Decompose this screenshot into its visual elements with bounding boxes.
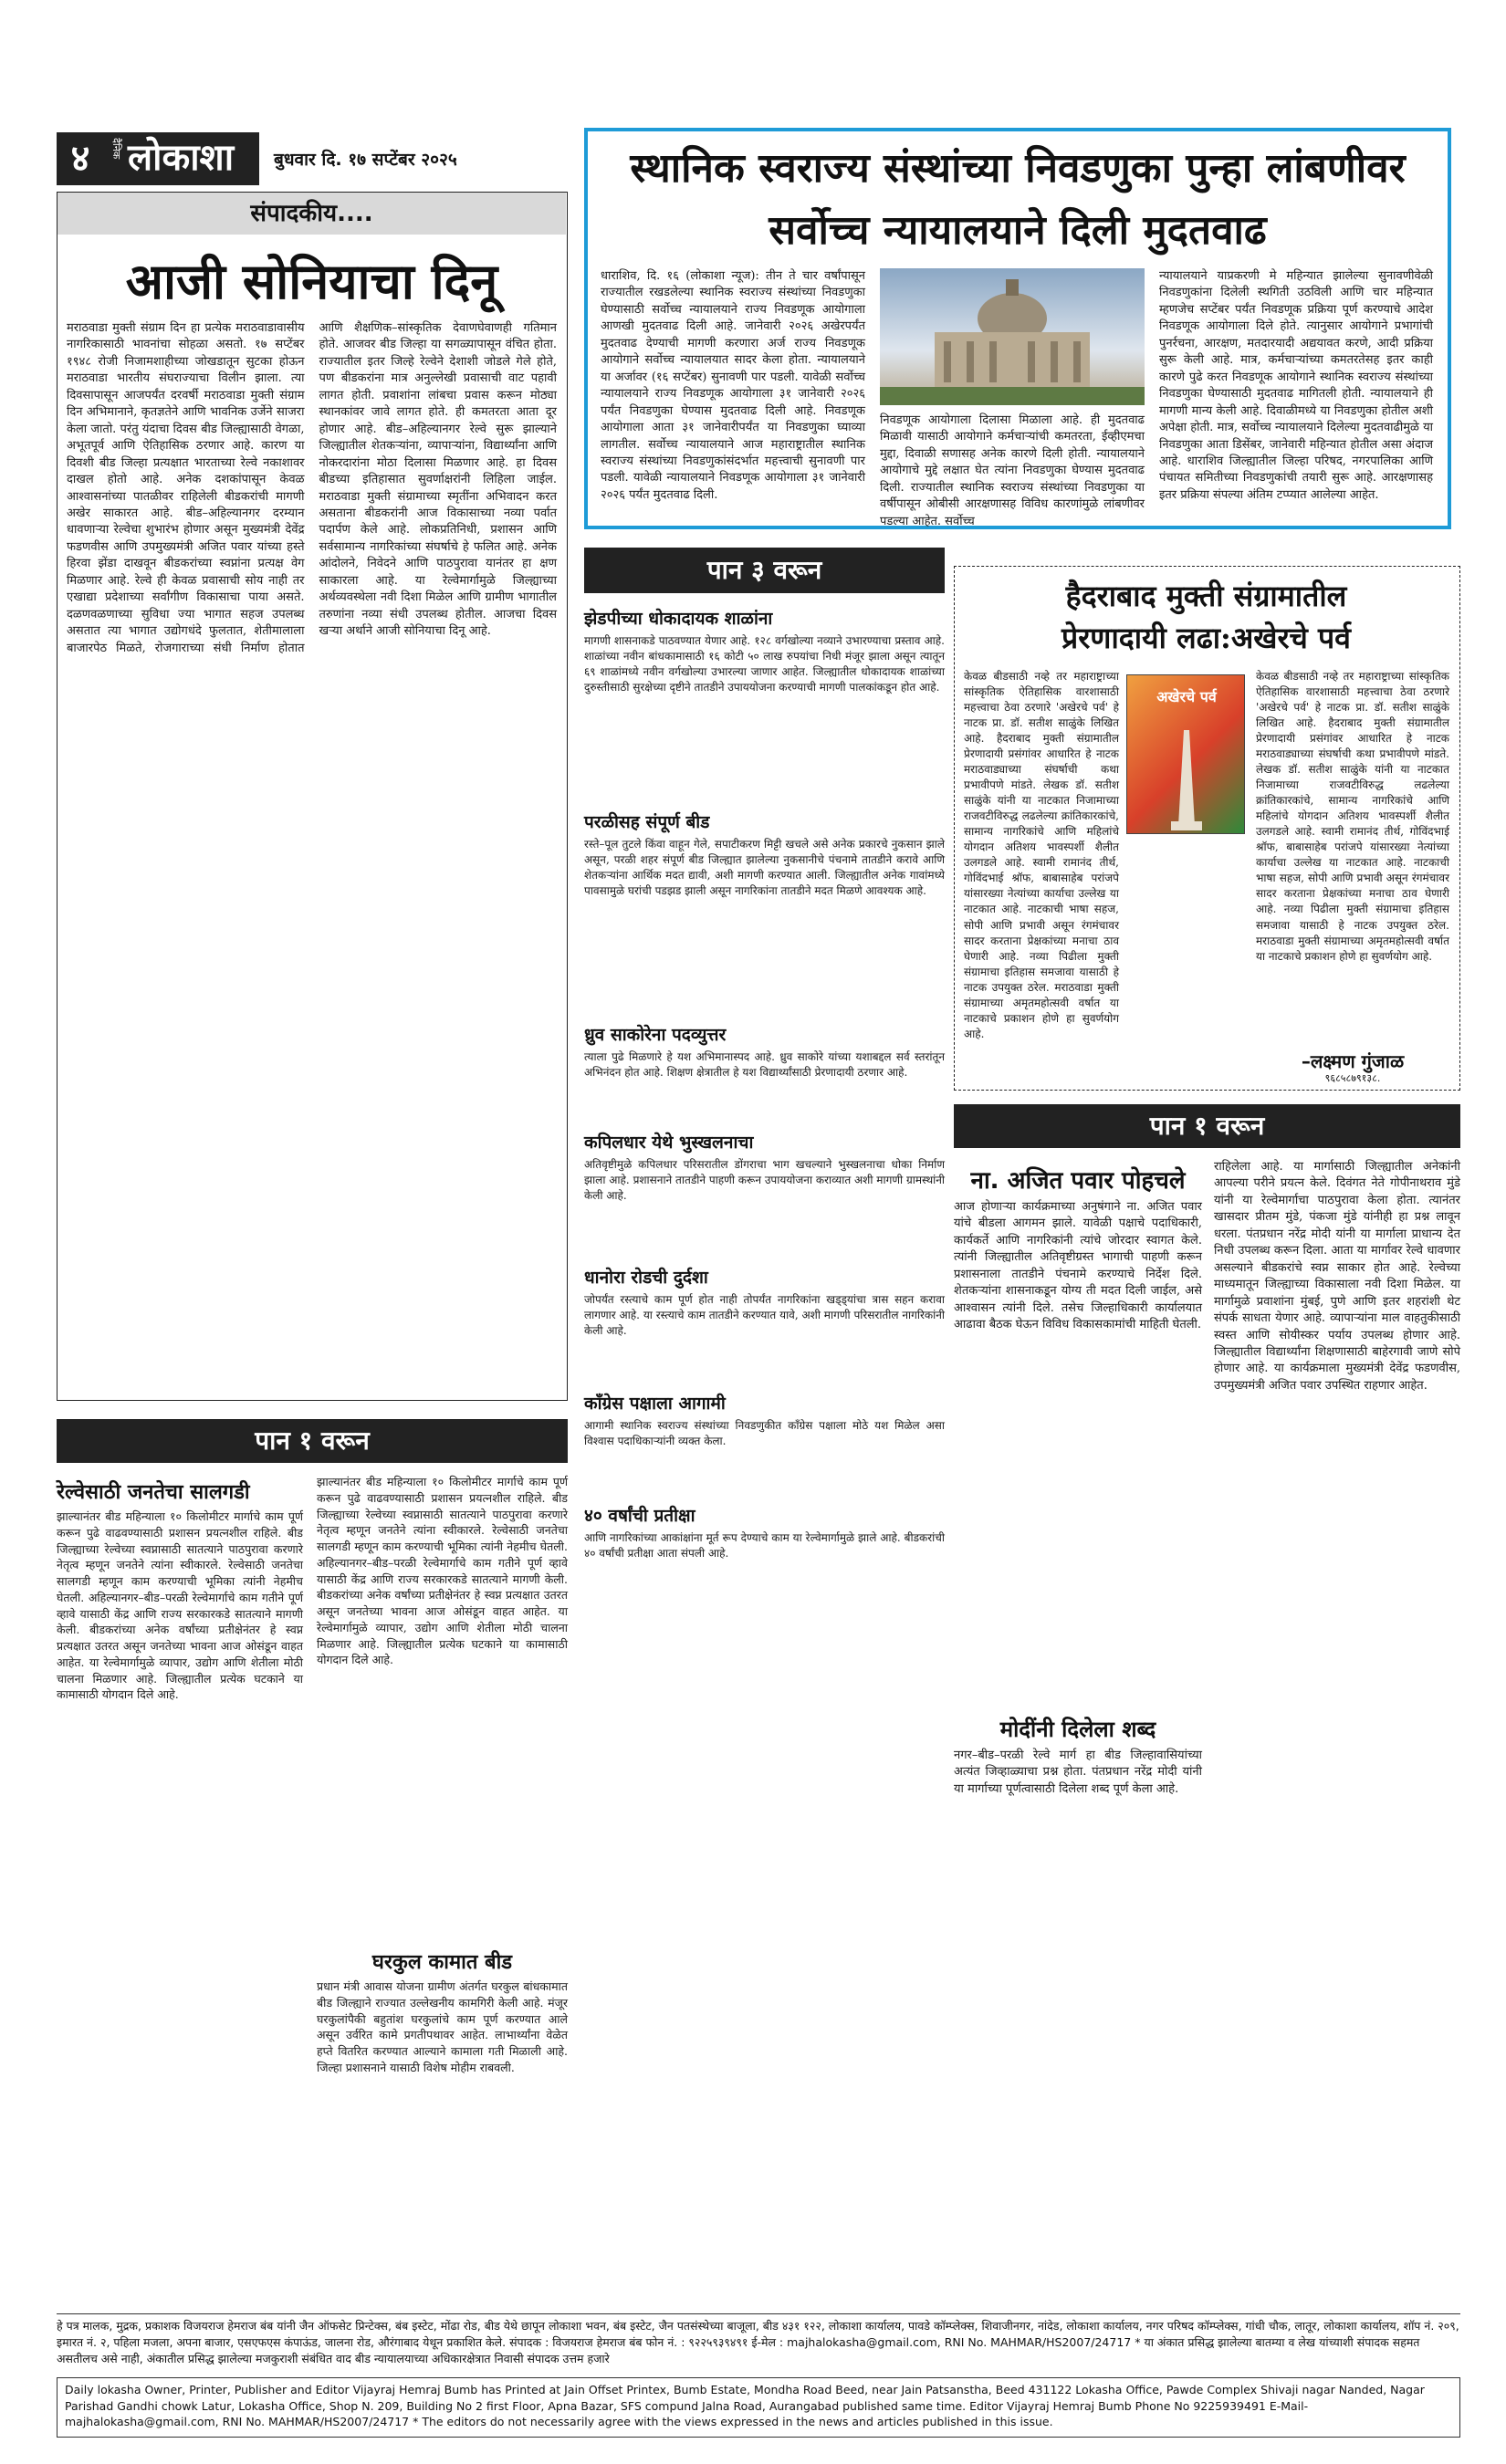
- supreme-court-photo: [880, 268, 1145, 405]
- story-body: अतिवृष्टीमुळे कपिलधार परिसरातील डोंगराचा भाग खचल्याने भुस्खलनाचा धोका निर्माण झाला आहे. प्रशासनाने तातडीने पाहणी करून उपाययोजना कराव्यात अशी मागणी ग्रामस्थांनी केली आहे.: [584, 1158, 945, 1203]
- page3-stories: [584, 602, 945, 1561]
- hyderabad-body-right: केवळ बीडसाठी नव्हे तर महाराष्ट्राच्या सांस्कृतिक ऐतिहासिक वारशासाठी महत्त्वाचा ठेवा ठरणारे 'अखेरचे पर्व' हे नाटक प्रा. डॉ. सतीश साळुंके लिखित आहे. हैदराबाद मुक्ती संग्रामातील प्रेरणादायी प्रसंगांवर आधारित हे नाटक मराठवाड्याच्या संघर्षाची कथा प्रभावीपणे मांडते. लेखक डॉ. सतीश साळुंके यांनी या नाटकात निजामाच्या राजवटीविरुद्ध लढलेल्या क्रांतिकारकांचे, सामान्य नागरिकांचे आणि महिलांचे योगदान अतिशय भावस्पर्शी शैलीत उलगडले आहे. स्वामी रामानंद तीर्थ, गोविंदभाई श्रॉफ, बाबासाहेब परांजपे यांसारख्या नेत्यांच्या कार्याचा उल्लेख या नाटकात आहे. नाटकाची भाषा सहज, सोपी आणि प्रभावी असून रंगमंचावर सादर करताना प्रेक्षकांच्या मनाचा ठाव घेणारी आहे. नव्या पिढीला मुक्ती संग्रामाचा इतिहास समजावा यासाठी हे नाटक उपयुक्त ठरेल. मराठवाडा मुक्ती संग्रामाच्या अमृतमहोत्सवी वर्षात या नाटकाचे प्रकाशन होणे हा सुवर्णयोग आहे.: [1256, 670, 1449, 963]
- hyderabad-feature: [954, 566, 1460, 1091]
- book-title: अखेरचे पर्व: [1156, 688, 1217, 705]
- story-title: घरकुल कामात बीड: [371, 1951, 513, 1974]
- editorial-box: [57, 192, 568, 1401]
- lead-body-right: न्यायालयाने याप्रकरणी मे महिन्यात झालेल्या सुनावणीवेळी निवडणुकांना दिलेली स्थगिती उठविली आणि चार महिन्यात म्हणजेच सप्टेंबर पर्यंत निवडणूक प्रक्रिया पूर्ण करण्याचे आदेश निवडणूक आयोगाला दिले होते. त्यानुसार आयोगाने प्रभागांची पुनर्रचना, आरक्षण, मतदारयादी अद्ययावत करणे, आदी प्रक्रिया सुरू केली आहे. मात्र, कर्मचाऱ्यांच्या कमतरतेसह इतर काही कारणे पुढे करत निवडणूक आयोगाने स्थानिक स्वराज्य संस्थांच्या निवडणुका घेण्यासाठी मुदतवाढ मागितली होती. न्यायालयाने ही मागणी मान्य केली आहे. दिवाळीमध्ये या निवडणुका होतील अशी अपेक्षा होती. मात्र, सर्वोच्च न्यायालयाने दिलेल्या मुदतवाढीमुळे या निवडणुका आता डिसेंबर, जानेवारी महिन्यात होतील असा अंदाज आहे. धाराशिव जिल्ह्यातील जिल्हा परिषद, नगरपालिका आणि पंचायत समितीच्या निवडणुकांची तयारी सुरू आहे. आरक्षणासह इतर प्रक्रिया संपल्या अंतिम टप्प्यात आलेल्या आहेत.: [1159, 269, 1433, 502]
- story-body: मागणी शासनाकडे पाठवण्यात येणार आहे. १२८ वर्गखोल्या नव्याने उभारण्याचा प्रस्ताव आहे. शाळांच्या नवीन बांधकामासाठी १६ कोटी ५० लाख रुपयांचा निधी मंजूर झाला असून त्यातून ६९ शाळांमध्ये नवीन वर्गखोल्या उभारल्या जाणार आहेत. जिल्ह्यातील धोकादायक शाळांच्या दुरुस्तीसाठी सुरक्षेच्या दृष्टीने तातडीने उपाययोजना करण्याची मागणी पालकांकडून होत आहे.: [584, 634, 945, 694]
- hyderabad-headline-1: हैदराबाद मुक्ती संग्रामातील: [1065, 579, 1347, 613]
- story-body: आगामी स्थानिक स्वराज्य संस्थांच्या निवडणुकीत काँग्रेस पक्षाला मोठे यश मिळेल असा विश्वास पदाधिकाऱ्यांनी व्यक्त केला.: [584, 1419, 945, 1448]
- page1-left-col2: [317, 1474, 568, 2295]
- lead-body-mid: निवडणूक आयोगाला दिलासा मिळाला आहे. ही मुदतवाढ मिळावी यासाठी आयोगाने कर्मचाऱ्यांची कमतरता, ईव्हीएमचा मुद्दा, दिवाळी सणासह अनेक कारणे दिली होती. न्यायालयाने आयोगाचे मुद्दे लक्षात घेत त्यांना निवडणुका घेण्यास मुदतवाढ दिली. राज्यातील स्थानिक स्वराज्य संस्थांच्या निवडणुका या वर्षीपासून ओबीसी आरक्षणासह विविध कारणांमुळे लांबणीवर पडल्या आहेत. सर्वोच्च: [880, 413, 1145, 528]
- monument-icon: [1127, 675, 1246, 835]
- masthead-name: लोकाशा: [128, 137, 235, 179]
- page1-right-col1: [954, 1159, 1202, 2108]
- story-body: प्रधान मंत्री आवास योजना ग्रामीण अंतर्गत घरकुल बांधकामात बीड जिल्ह्याने राज्यात उल्लेखनीय कामगिरी केली आहे. मंजूर घरकुलांपैकी बहुतांश घरकुलांचे काम पूर्ण करण्यात आले असून उर्वरित कामे प्रगतीपथावर आहेत. लाभार्थ्यांना वेळेत हप्ते वितरित करण्यात आल्याने कामाला गती मिळाली आहे. जिल्हा प्रशासनाने यासाठी विशेष मोहीम राबवली.: [317, 1979, 568, 2074]
- lead-body-left: धाराशिव, दि. १६ (लोकाशा न्यूज): तीन ते चार वर्षांपासून राज्यातील रखडलेल्या स्थानिक स्वराज्य संस्थांच्या निवडणुका घेण्यासाठी सर्वोच्च न्यायालयाने राज्य निवडणूक आयोगाला आणखी मुदतवाढ दिली आहे. जानेवारी २०२६ अखेरपर्यंत मुदतवाढ देण्याची मागणी करणारा अर्ज राज्य निवडणूक आयोगाने सर्वोच्च न्यायालयात सादर केला होता. न्यायालयाने या अर्जावर (१६ सप्टेंबर) सुनावणी पार पडली. यावेळी सर्वोच्च न्यायालयाने राज्य निवडणूक आयोगाला ३१ जानेवारी २०२६ पर्यंत निवडणुका घेण्यास मुदतवाढ दिली आहे. निवडणूक आयोगाला आता ३१ जानेवारीपर्यंत या निवडणुका घ्याव्या लागतील. सर्वोच्च न्यायालयाने आज महाराष्ट्रातील स्थानिक स्वराज्य संस्थांच्या निवडणुकांसंदर्भात महत्त्वाची सुनावणी पार पडली. यावेळी न्यायालयाने निवडणूक आयोगाला ३१ जानेवारी २०२६ पर्यंत मुदतवाढ दिली.: [601, 269, 865, 502]
- page1-left-label: पान १ वरून: [57, 1419, 568, 1463]
- editorial-section-label: संपादकीय....: [58, 193, 566, 235]
- story-body: आणि नागरिकांच्या आकांक्षांना मूर्त रूप देण्याचे काम या रेल्वेमार्गामुळे झाले आहे. बीडकरांची ४० वर्षांची प्रतीक्षा आता संपली आहे.: [584, 1531, 945, 1561]
- story-body: जोपर्यंत रस्त्याचे काम पूर्ण होत नाही तोपर्यंत नागरिकांना खड्ड्यांचा त्रास सहन करावा लागणार आहे. या रस्त्याचे काम तातडीने करण्यात यावे, अशी मागणी परिसरातील नागरिकांनी केली आहे.: [584, 1293, 945, 1338]
- story-title: कपिलधार येथे भुस्खलनाचा: [584, 1133, 754, 1153]
- story-title: मोदींनी दिलेला शब्द: [999, 1717, 1156, 1742]
- masthead: [57, 132, 577, 185]
- editorial-headline: आजी सोनियाचा दिनू: [125, 252, 498, 310]
- page3-continued: [584, 548, 945, 1561]
- story-title: धानोरा रोडची दुर्दशा: [584, 1268, 708, 1288]
- story-block: [584, 1503, 945, 1561]
- page3-label: पान ३ वरून: [584, 548, 945, 593]
- story-title: रेल्वेसाठी जनतेचा सालगडी: [57, 1481, 250, 1504]
- lead-story: [584, 128, 1451, 529]
- story-block: [584, 809, 945, 1015]
- page1-left: [57, 1419, 568, 2300]
- hyderabad-body-left: केवळ बीडसाठी नव्हे तर महाराष्ट्राच्या सांस्कृतिक ऐतिहासिक वारशासाठी महत्त्वाचा ठेवा ठरणारे 'अखेरचे पर्व' हे नाटक प्रा. डॉ. सतीश साळुंके लिखित आहे. हैदराबाद मुक्ती संग्रामातील प्रेरणादायी प्रसंगांवर आधारित हे नाटक मराठवाड्याच्या संघर्षाची कथा प्रभावीपणे मांडते. लेखक डॉ. सतीश साळुंके यांनी या नाटकात निजामाच्या राजवटीविरुद्ध लढलेल्या क्रांतिकारकांचे, सामान्य नागरिकांचे आणि महिलांचे योगदान अतिशय भावस्पर्शी शैलीत उलगडले आहे. स्वामी रामानंद तीर्थ, गोविंदभाई श्रॉफ, बाबासाहेब परांजपे यांसारख्या नेत्यांच्या कार्याचा उल्लेख या नाटकात आहे. नाटकाची भाषा सहज, सोपी आणि प्रभावी असून रंगमंचावर सादर करताना प्रेक्षकांच्या मनाचा ठाव घेणारी आहे. नव्या पिढीला मुक्ती संग्रामाचा इतिहास समजावा यासाठी हे नाटक उपयुक्त ठरेल. मराठवाडा मुक्ती संग्रामाच्या अमृतमहोत्सवी वर्षात या नाटकाचे प्रकाशन होणे हा सुवर्णयोग आहे.: [964, 670, 1119, 1040]
- story-body: झाल्यानंतर बीड महिन्याला १० किलोमीटर मार्गाचे काम पूर्ण करून पुढे वाढवण्यासाठी प्रशासन प्रयत्नशील राहिले. बीड जिल्ह्याच्या रेल्वेच्या स्वप्नासाठी सातत्याने पाठपुरावा करणारे नेतृत्व म्हणून जनतेने त्यांना स्वीकारले. रेल्वेसाठी जनतेचा सालगडी म्हणून काम करण्याची भूमिका त्यांनी नेहमीच घेतली. अहिल्यानगर–बीड–परळी रेल्वेमार्गाचे काम गतीने पूर्ण व्हावे यासाठी केंद्र आणि राज्य सरकारकडे सातत्याने मागणी केली. बीडकरांच्या अनेक वर्षांच्या प्रतीक्षेनंतर हे स्वप्न प्रत्यक्षात उतरत असून जनतेच्या भावना आज ओसंडून वाहत आहेत. या रेल्वेमार्गामुळे व्यापार, उद्योग आणि शेतीला मोठी चालना मिळणार आहे. जिल्ह्यातील प्रत्येक घटकाने या कामासाठी योगदान दिले आहे.: [57, 1509, 303, 1702]
- page-number: ४: [57, 132, 104, 185]
- footer-marathi: हे पत्र मालक, मुद्रक, प्रकाशक विजयराज हेमराज बंब यांनी जैन ऑफसेट प्रिन्टेक्स, बंब इस्टेट, मोंढा रोड, बीड येथे छापून लोकाशा भवन, बंब इस्टेट, जैन पतसंस्थेच्या बाजूला, बीड ४३१ १२२, लोकाशा कार्यालय, पावडे कॉम्प्लेक्स, शिवाजीनगर, नांदेड, लोकाशा कार्यालय, नगर परिषद कॉम्प्लेक्स, गांधी चौक, लातूर, लोकाशा कार्यालय, शॉप नं. २०९, इमारत नं. २, पहिला मजला, अपना बाजार, एसएफएस कंपाऊंड, जालना रोड, औरंगाबाद येथून प्रकाशित केले. संपादक : विजयराज हेमराज बंब फोन नं. : ९२२५९३९४९१ ई-मेल : majhalokasha@gmail.com, RNI No. MAHMAR/HS2007/24717 * या अंकात प्रसिद्ध झालेल्या बातम्या व लेख यांच्याशी संपादक सहमत असतीलच असे नाही, अंकातील प्रसिद्ध झालेल्या मजकुराशी संबंधित वाद बीड न्यायालयाच्या अधिकारक्षेत्रात निवासी संपादक उत्तम हजारे: [57, 2319, 1459, 2366]
- story-body: आज होणाऱ्या कार्यक्रमाच्या अनुषंगाने ना. अजित पवार यांचे बीडला आगमन झाले. यावेळी पक्षाचे पदाधिकारी, कार्यकर्ते आणि नागरिकांनी त्यांचे जोरदार स्वागत केले. त्यांनी जिल्ह्यातील अतिवृष्टीग्रस्त भागाची पाहणी करून प्रशासनाला तातडीने पंचनामे करण्याचे निर्देश दिले. शेतकऱ्यांना शासनाकडून योग्य ती मदत दिली जाईल, असे आश्वासन त्यांनी दिले. तसेच जिल्हाधिकारी कार्यालयात आढावा बैठक घेऊन विविध विकासकामांची माहिती घेतली.: [954, 1200, 1202, 1332]
- page1-right-col2: राहिलेला आहे. या मार्गासाठी जिल्ह्यातील अनेकांनी आपल्या परीने प्रयत्न केले. दिवंगत नेते गोपीनाथराव मुंडे यांनी या रेल्वेमार्गाचा पाठपुरावा केला होता. त्यानंतर खासदार प्रीतम मुंडे, पंकजा मुंडे यांनीही हा प्रश्न लावून धरला. पंतप्रधान नरेंद्र मोदी यांनी या मार्गाला प्राधान्य देत निधी उपलब्ध करून दिला. आता या मार्गावर रेल्वे धावणार असल्याने बीडकरांचे स्वप्न साकार होत आहे. रेल्वेच्या माध्यमातून जिल्ह्याच्या विकासाला नवी दिशा मिळेल. या मार्गामुळे प्रवाशांना मुंबई, पुणे आणि इतर शहरांशी थेट संपर्क साधता येणार आहे. व्यापाऱ्यांना माल वाहतुकीसाठी स्वस्त आणि सोयीस्कर पर्याय उपलब्ध होणार आहे. जिल्ह्यातील विद्यार्थ्यांना शिक्षणासाठी बाहेरगावी जाणे सोपे होणार आहे. या कार्यक्रमाला मुख्यमंत्री देवेंद्र फडणवीस, उपमुख्यमंत्री अजित पवार उपस्थित राहणार आहेत.: [1214, 1160, 1460, 1393]
- dateline: बुधवार दि. १७ सप्टेंबर २०२५: [274, 150, 457, 170]
- story-body: रस्ते–पूल तुटले किंवा वाहून गेले, सपाटीकरण मिट्टी खचले असे अनेक प्रकारचे नुकसान झाले असून, परळी शहर संपूर्ण बीड जिल्ह्यात झालेल्या नुकसानीचे पंचनामे तातडीने करावे आणि शेतकऱ्यांना आर्थिक मदत द्यावी, अशी मागणी करण्यात आली. जिल्ह्यातील अनेक गावांमध्ये पावसामुळे घरांची पडझड झाली असून नागरिकांना तातडीने मदत मिळणे आवश्यक आहे.: [584, 838, 945, 898]
- editorial-body: मराठवाडा मुक्ती संग्राम दिन हा प्रत्येक मराठवाडावासीय नागरिकासाठी भावनांचा सोहळा असतो. १७ सप्टेंबर १९४८ रोजी निजामशाहीच्या जोखडातून सुटका होऊन मराठवाडा भारतीय संघराज्याचा विलीन झाला. त्या दिवसापासून आजपर्यंत दरवर्षी मराठवाडा मुक्ती संग्राम दिन अभिमानाने, कृतज्ञतेने आणि भावनिक उर्जेने साजरा केला जातो. परंतु यंदाचा दिवस बीड जिल्ह्यासाठी वेगळा, अभूतपूर्व आणि ऐतिहासिक ठरणार आहे. कारण या दिवशी बीड जिल्हा प्रत्यक्षात भारताच्या रेल्वे नकाशावर दाखल होतो आहे. अनेक दशकांपासून केवळ आश्वासनांच्या पातळीवर राहिलेली बीडकरांची मागणी अखेर साकारत आहे. बीड–अहिल्यानगर दरम्यान धावणाऱ्या रेल्वेचा शुभारंभ होणार असून मुख्यमंत्री देवेंद्र फडणवीस आणि उपमुख्यमंत्री अजित पवार यांच्या हस्ते हिरवा झेंडा दाखवून बीडकरांच्या स्वप्नांना प्रत्यक्ष वेग मिळणार आहे. रेल्वे ही केवळ प्रवासाची सोय नाही तर एखाद्या प्रदेशाच्या सर्वांगीण विकासाचा पाया असते. दळणवळणाच्या सुविधा ज्या भागात सहज उपलब्ध असतात त्या भागात उद्योगधंदे फुलतात, शेतीमालाला बाजारपेठ मिळते, रोजगाराच्या संधी निर्माण होतात आणि शैक्षणिक–सांस्कृतिक देवाणघेवाणही गतिमान होते. आजवर बीड जिल्हा या सगळ्यापासून वंचित होता. राज्यातील इतर जिल्हे रेल्वेने देशाशी जोडले गेले होते, पण बीडकरांना मात्र अनुल्लेखी प्रवासाची वाट पहावी लागत होती. प्रवाशांना लांबचा प्रवास करून मोठ्या स्थानकांवर जावे लागत होते. ही कमतरता आता दूर होणार आहे. बीड–अहिल्यानगर रेल्वे सुरू झाल्याने जिल्ह्यातील शेतकऱ्यांना, व्यापाऱ्यांना, विद्यार्थ्यांना आणि नोकरदारांना मोठा दिलासा मिळणार आहे. हा दिवस बीडच्या इतिहासात सुवर्णाक्षरांनी लिहिला जाईल. मराठवाडा मुक्ती संग्रामाच्या स्मृतींना अभिवादन करत असताना बीडकरांनी आज विकासाच्या नव्या पर्वात पदार्पण केले आहे. लोकप्रतिनिधी, प्रशासन आणि सर्वसामान्य नागरिकांच्या संघर्षाचे हे फलित आहे. अनेक आंदोलने, निवेदने आणि पाठपुरावा यानंतर हा क्षण साकारला आहे. या रेल्वेमार्गामुळे जिल्ह्याच्या अर्थव्यवस्थेला नवी दिशा मिळेल आणि ग्रामीण भागातील तरुणांना नव्या संधी उपलब्ध होतील. आजचा दिवस खऱ्या अर्थाने आजी सोनियाचा दिनू आहे.: [67, 321, 557, 655]
- story-block: [584, 1265, 945, 1383]
- masthead-logo: [104, 132, 259, 185]
- page1-left-col1: [57, 1474, 303, 2295]
- story-body-continued: झाल्यानंतर बीड महिन्याला १० किलोमीटर मार्गाचे काम पूर्ण करून पुढे वाढवण्यासाठी प्रशासन प्रयत्नशील राहिले. बीड जिल्ह्याच्या रेल्वेच्या स्वप्नासाठी सातत्याने पाठपुरावा करणारे नेतृत्व म्हणून जनतेने त्यांना स्वीकारले. रेल्वेसाठी जनतेचा सालगडी म्हणून काम करण्याची भूमिका त्यांनी नेहमीच घेतली. अहिल्यानगर–बीड–परळी रेल्वेमार्गाचे काम गतीने पूर्ण व्हावे यासाठी केंद्र आणि राज्य सरकारकडे सातत्याने मागणी केली. बीडकरांच्या अनेक वर्षांच्या प्रतीक्षेनंतर हे स्वप्न प्रत्यक्षात उतरत असून जनतेच्या भावना आज ओसंडून वाहत आहेत. या रेल्वेमार्गामुळे व्यापार, उद्योग आणि शेतीला मोठी चालना मिळणार आहे. जिल्ह्यातील प्रत्येक घटकाने या कामासाठी योगदान दिले आहे.: [317, 1475, 568, 1667]
- story-block: [584, 1022, 945, 1122]
- story-title: ध्रुव साकोरेना पदव्युत्तर: [584, 1025, 727, 1045]
- lead-headline: स्थानिक स्वराज्य संस्थांच्या निवडणुका पुन्हा लांबणीवर: [630, 145, 1406, 192]
- book-cover: [1126, 674, 1245, 834]
- page1-right-label: पान १ वरून: [954, 1104, 1460, 1148]
- author-name: –लक्ष्मण गुंजाळ: [1301, 1050, 1405, 1072]
- story-block: [584, 1391, 945, 1496]
- hyderabad-headline-2: प्रेरणादायी लढा:अखेरचे पर्व: [1062, 621, 1351, 655]
- footer-english: Daily lokasha Owner, Printer, Publisher and Editor Vijayraj Hemraj Bumb has Printed at Jain Offset Printex, Bumb Estate, Mondha Road Beed, near Jain Patsanstha, Beed 431122 Lokasha Office, Pawde Complex Shivaji nagar Nanded, Nagar Parishad Gandhi chowk Latur, Lokasha Office, Shop N. 209, Building No 2 first Floor, Apna Bazar, SFS compund Jalna Road, Aurangabad published same time. Editor Vijayraj Hemraj Bumb Phone No 9225939491 E-Mail- majhalokasha@gmail.com, RNI No. MAHMAR/HS2007/24717 * The editors do not necessarily agree with the views expressed in the news and articles published in this issue.: [57, 2377, 1460, 2438]
- story-block: [584, 1130, 945, 1258]
- story-body: नगर–बीड–परळी रेल्वे मार्ग हा बीड जिल्हावासियांच्या अत्यंत जिव्हाळ्याचा प्रश्न होता. पंतप्रधान नरेंद्र मोदी यांनी या मार्गाच्या पूर्णत्वासाठी दिलेला शब्द पूर्ण केला आहे.: [954, 1749, 1202, 1796]
- footer-rule: [57, 2313, 1460, 2314]
- story-title: काँग्रेस पक्षाला आगामी: [584, 1394, 726, 1414]
- lead-subheadline: सर्वोच्च न्यायालयाने दिली मुदतवाढ: [769, 207, 1267, 254]
- story-body: त्याला पुढे मिळणारे हे यश अभिमानास्पद आहे. ध्रुव साकोरे यांच्या यशाबद्दल सर्व स्तरांतून अभिनंदन होत आहे. शिक्षण क्षेत्रातील हे यश विद्यार्थ्यांसाठी प्रेरणादायी ठरणार आहे.: [584, 1050, 945, 1080]
- author-phone: ९६८५८७९१३८.: [1324, 1072, 1381, 1084]
- story-title: परळीसह संपूर्ण बीड: [584, 812, 710, 832]
- page1-right: [954, 1104, 1460, 2300]
- story-block: [584, 606, 945, 802]
- story-title: ना. अजित पवार पोहचले: [970, 1167, 1186, 1195]
- story-title: ४० वर्षांची प्रतीक्षा: [584, 1506, 695, 1526]
- masthead-tag: दैनिक: [110, 138, 122, 160]
- story-title: झेडपीच्या धोकादायक शाळांना: [584, 609, 773, 629]
